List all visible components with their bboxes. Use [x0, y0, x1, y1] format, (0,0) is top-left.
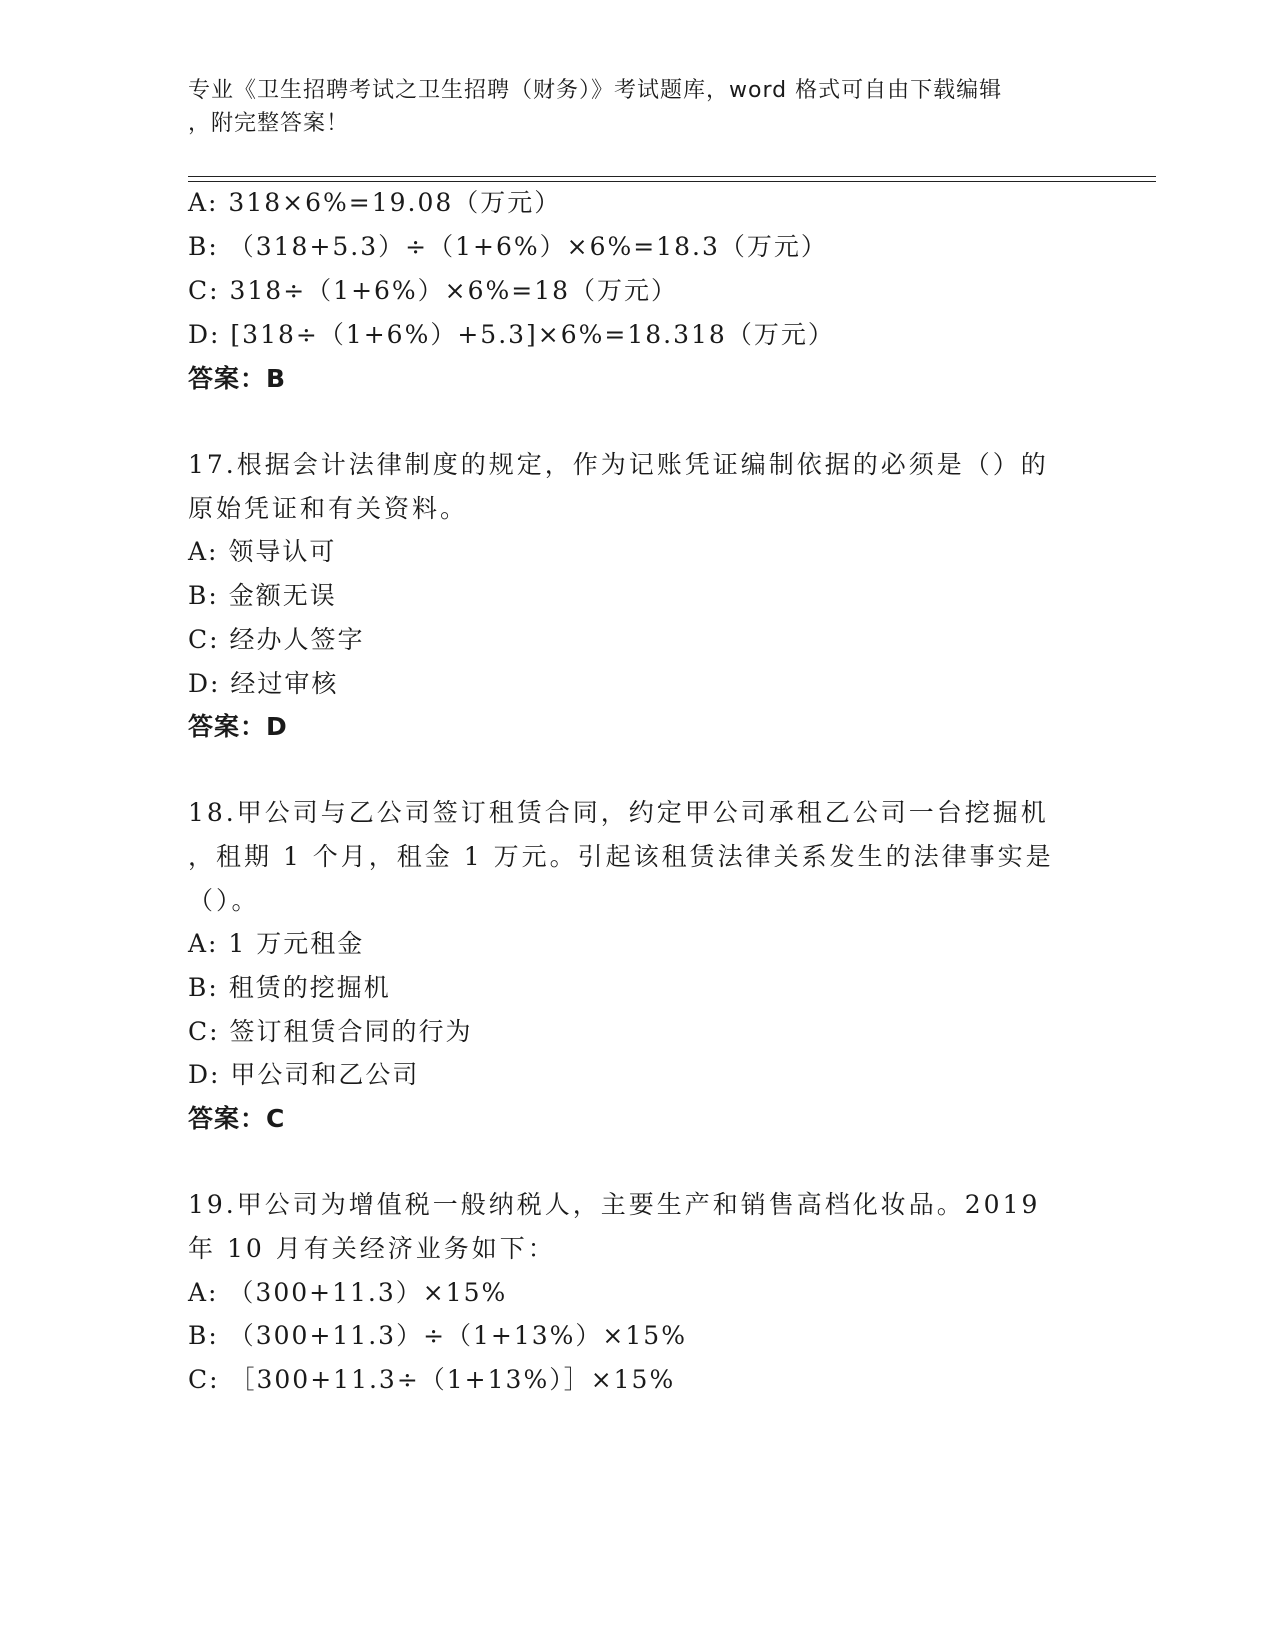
q17-stem-line-1: 17.根据会计法律制度的规定，作为记账凭证编制依据的必须是（）的 [188, 450, 1049, 479]
header-line-2: ，附完整答案！ [188, 111, 350, 136]
q17-option-b: B: 金额无误 [188, 581, 337, 610]
q18-option-a: A: 1 万元租金 [188, 929, 365, 958]
q19-option-b: B: （300+11.3）÷（1+13%）×15% [188, 1321, 687, 1350]
header-line-1: 专业《卫生招聘考试之卫生招聘（财务）》考试题库，word 格式可自由下载编辑 [188, 78, 1003, 103]
header-divider-top [188, 176, 1156, 177]
q17-option-a: A: 领导认可 [188, 537, 337, 566]
q18-answer: 答案：C [188, 1104, 286, 1133]
header-divider-bottom [188, 181, 1156, 182]
q16-answer: 答案：B [188, 364, 287, 393]
q16-option-a: A: 318×6%=19.08（万元） [188, 188, 562, 217]
document-header [188, 74, 1088, 140]
q19-stem-line-1: 19.甲公司为增值税一般纳税人，主要生产和销售高档化妆品。2019 [188, 1190, 1041, 1219]
q18-option-d: D: 甲公司和乙公司 [188, 1060, 420, 1089]
q18-stem-line-1: 18.甲公司与乙公司签订租赁合同，约定甲公司承租乙公司一台挖掘机 [188, 798, 1049, 827]
q17-option-d: D: 经过审核 [188, 669, 339, 698]
q16-option-c: C: 318÷（1+6%）×6%=18（万元） [188, 276, 679, 305]
q19-option-a: A: （300+11.3）×15% [188, 1278, 508, 1307]
q16-option-d: D: [318÷（1+6%）+5.3]×6%=18.318（万元） [188, 320, 835, 349]
q17-stem-line-2: 原始凭证和有关资料。 [188, 494, 469, 523]
q18-stem-line-3: （）。 [188, 886, 260, 915]
q18-stem-line-2: ，租期 1 个月，租金 1 万元。引起该租赁法律关系发生的法律事实是 [188, 842, 1054, 871]
q18-option-c: C: 签订租赁合同的行为 [188, 1017, 473, 1046]
q17-option-c: C: 经办人签字 [188, 625, 365, 654]
q18-option-b: B: 租赁的挖掘机 [188, 973, 391, 1002]
q19-option-c: C: ［300+11.3÷（1+13%）］×15% [188, 1365, 676, 1394]
q16-option-b: B: （318+5.3）÷（1+6%）×6%=18.3（万元） [188, 232, 828, 261]
q19-stem-line-2: 年 10 月有关经济业务如下： [188, 1234, 556, 1263]
q17-answer: 答案：D [188, 712, 288, 741]
